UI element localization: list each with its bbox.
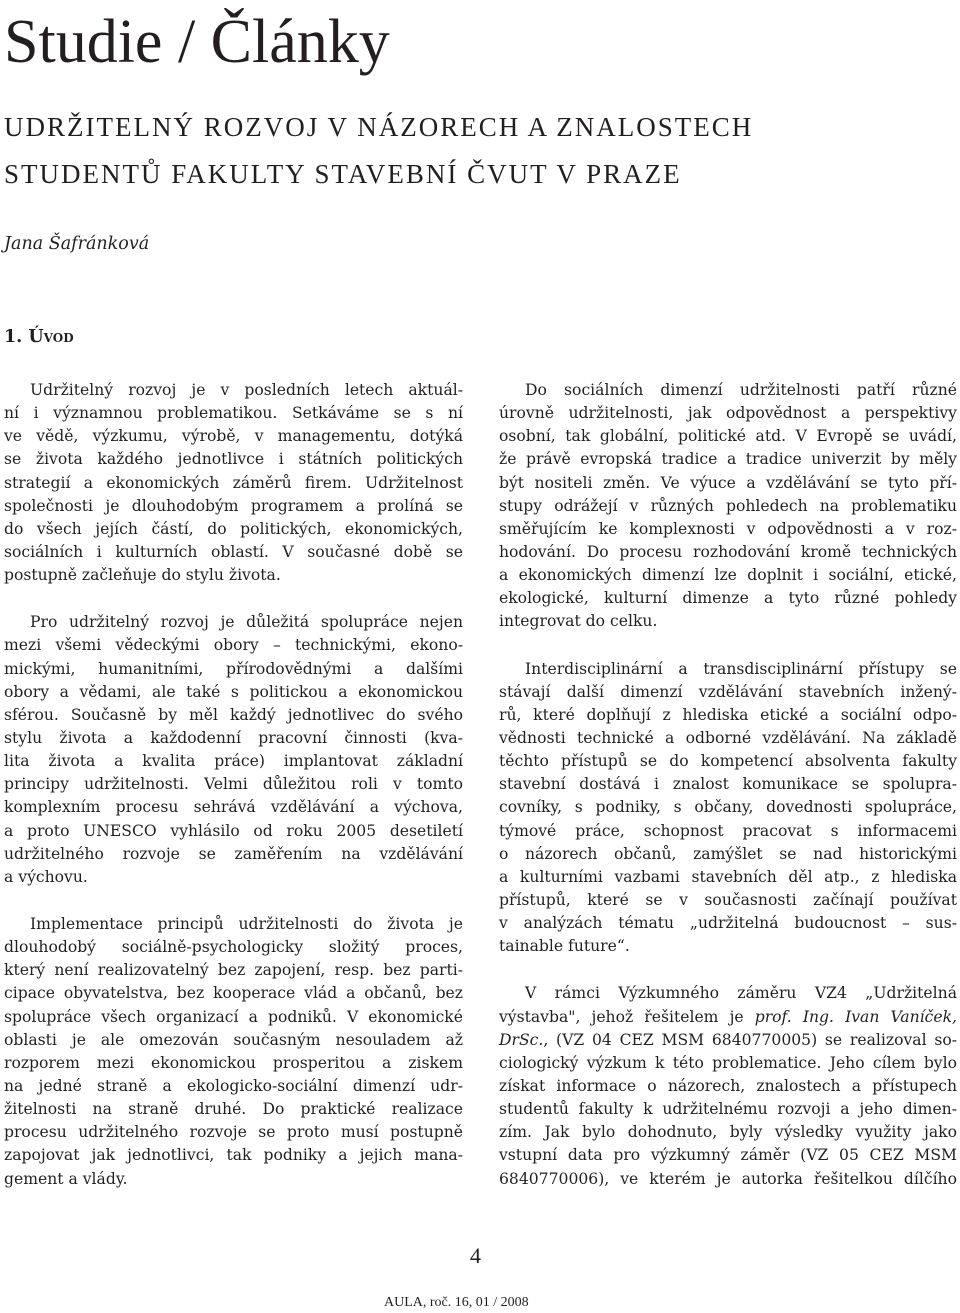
paragraph	[499, 982, 957, 1190]
title-line: UDRŽITELNÝ ROZVOJ V NÁZORECH A ZNALOSTECH	[4, 112, 754, 142]
text-line: a proto UNESCO vyhlásilo od roku 2005 desetiletí	[4, 821, 463, 840]
text-line: tainable future“.	[499, 937, 630, 956]
text-line: integrovat do celku.	[499, 612, 658, 631]
text-line: a výchovu.	[4, 867, 88, 886]
text-line: gement a vlády.	[4, 1169, 128, 1188]
paragraph	[4, 611, 463, 889]
text-line: mickými, humanitními, přírodovědnými a dalšími	[4, 659, 463, 678]
text-line: procesu udržitelného rozvoje se proto musí postupně	[4, 1123, 463, 1142]
text-line: oblasti je ale omezován současným nesouladem až	[4, 1030, 463, 1049]
text-line	[499, 1006, 957, 1029]
text-line: a kulturními vazbami stavebních děl atp., z hlediska	[499, 867, 957, 886]
text-line: mezi všemi vědeckými obory – technickými, ekono-	[4, 636, 463, 655]
text-line: Interdisciplinární a transdisciplinární přístupy se	[525, 659, 957, 678]
page-number: 4	[470, 1243, 481, 1268]
text-line: Pro udržitelný rozvoj je důležitá spolupráce nejen	[30, 613, 463, 632]
text-line: přístupů, které se v současnosti začínají používat	[499, 890, 957, 909]
text-line: získat informace o názorech, znalostech a přístupech	[499, 1076, 957, 1095]
text-line: obory a vědami, ale také s politickou a ekonomickou	[4, 682, 463, 701]
text-line: úrovně udržitelnosti, jak odpovědnost a perspektivy	[499, 404, 957, 423]
text-line: ciologický výzkum k této problematice. Jeho cílem bylo	[499, 1053, 957, 1072]
paragraph	[4, 379, 463, 587]
text-line: a ekonomických dimenzí lze doplnit i sociální, etické,	[499, 566, 957, 585]
text-line: Do sociálních dimenzí udržitelnosti patří různé	[525, 381, 957, 399]
text-line: sociálních i kulturních oblastí. V současné době se	[4, 542, 463, 561]
text-line: komplexním procesu sehrává vzdělávání a výchova,	[4, 798, 463, 817]
section-number: 1.	[4, 327, 29, 347]
text-line: cipace obyvatelstva, bez kooperace vlád a občanů, bez	[4, 984, 463, 1003]
section-heading	[4, 324, 74, 350]
right-column	[499, 379, 957, 1191]
paragraph	[4, 913, 463, 1191]
text-line: rů, které doplňují z hlediska etické a sociální odpo-	[499, 705, 957, 724]
text-line: na jedné straně a ekologicko-sociální dimenzí udr-	[4, 1076, 463, 1095]
text-line: v analýzách tématu „udržitelná budoucnost – sus-	[499, 914, 957, 933]
text-line: covníky, s podniky, s občany, dovednosti spolupráce,	[499, 798, 957, 817]
section-label: Studie / Články	[4, 8, 390, 76]
researcher-degree: DrSc.	[499, 1030, 544, 1049]
text-line: který není realizovatelný bez zapojení, resp. bez parti-	[4, 961, 463, 980]
text-line: zapojovat jak jednotlivci, tak podniky a jejich mana-	[4, 1146, 463, 1165]
text-line: ekologické, kulturní dimenze a tyto různé pohledy	[499, 589, 957, 608]
text-line: udržitelného rozvoje se zaměřením na vzdělávání	[4, 844, 463, 863]
text-line: stávají další dimenzí vzdělávání stavebních inžený-	[499, 682, 957, 701]
journal-footer: AULA, roč. 16, 01 / 2008	[384, 1295, 529, 1310]
article-title	[4, 104, 944, 198]
author-name: Jana Šafránková	[4, 234, 150, 254]
text-run: , (VZ 04 CEZ MSM 6840770005) se realizoval so-	[543, 1030, 957, 1049]
text-line: studentů fakulty k udržitelnému rozvoji a jeho dimen-	[499, 1100, 957, 1119]
text-line: stupy odrážejí v různých pohledech na problematiku	[499, 496, 957, 515]
section-heading-text: Úvod	[28, 327, 74, 347]
text-line: strategií a ekonomických záměrů firem. Udržitelnost	[4, 473, 463, 492]
text-line: žitelnosti na straně druhé. Do praktické realizace	[4, 1100, 463, 1119]
paragraph	[499, 658, 957, 959]
text-line: do všech jejích částí, do politických, ekonomických,	[4, 519, 463, 538]
text-line: Implementace principů udržitelnosti do života je	[30, 914, 463, 933]
text-line: zím. Jak bylo dohodnuto, byly výsledky využity jako	[499, 1123, 957, 1142]
text-line: stylu života a každodenní pracovní činnosti (kva-	[4, 728, 463, 747]
paragraph-continuation	[499, 1052, 957, 1191]
title-line: STUDENTŮ FAKULTY STAVEBNÍ ČVUT V PRAZE	[4, 159, 682, 189]
text-line: spolupráce všech organizací a podniků. V ekonomické	[4, 1007, 463, 1026]
text-line: osobní, tak globální, politické atd. V Evropě se uvádí,	[499, 427, 957, 446]
text-line: ní i významnou problematikou. Setkáváme se s ní	[4, 404, 463, 423]
text-line: být nositeli změn. Ve výuce a vzdělávání se tyto pří-	[499, 473, 957, 492]
text-run: výstavba", jehož řešitelem je	[499, 1007, 755, 1026]
text-line: se života každého jednotlivce i státních politických	[4, 450, 463, 469]
text-line: o názorech občanů, zamýšlet se nad historickými	[499, 844, 957, 863]
text-line: vědnosti technické a odborné vzdělávání. Na základě	[499, 728, 957, 747]
text-line: vstupní data pro výzkumný záměr (VZ 05 CEZ MSM	[499, 1146, 957, 1165]
researcher-name: prof. Ing. Ivan Vaníček,	[754, 1007, 957, 1026]
text-line: dlouhodobý sociálně-psychologicky složitý proces,	[4, 938, 463, 957]
text-line: sférou. Současně by měl každý jednotlivec do svého	[4, 705, 463, 724]
left-column	[4, 379, 463, 1191]
text-line: hodování. Do procesu rozhodování kromě technických	[499, 542, 957, 561]
text-line	[499, 1029, 957, 1052]
text-line: rozporem mezi ekonomickou prosperitou a ziskem	[4, 1053, 463, 1072]
text-line: principy udržitelnosti. Velmi důležitou roli v tomto	[4, 775, 463, 794]
text-line: postupně začleňuje do stylu života.	[4, 566, 281, 585]
text-line: týmové práce, schopnost pracovat s informacemi	[499, 821, 957, 840]
text-line: ve vědě, výzkumu, výrobě, v managementu, dotýká	[4, 427, 463, 446]
text-line: směřujícím ke komplexnosti v odpovědnosti a v roz-	[499, 519, 957, 538]
paragraph	[499, 379, 957, 634]
text-line: 6840770006), ve kterém je autorka řešitelkou dílčího	[499, 1169, 957, 1188]
text-line: že právě evropská tradice a tradice univerzit by měly	[499, 450, 957, 469]
text-line: těchto přístupů se do kompetencí absolventa fakulty	[499, 752, 957, 771]
text-line: Udržitelný rozvoj je v posledních letech aktuál-	[30, 381, 463, 399]
text-line: stavební dostává i znalost komunikace se spolupra-	[499, 775, 957, 794]
text-line: V rámci Výzkumného záměru VZ4 „Udržitelná	[525, 984, 957, 1003]
text-line: lita života a kvalita práce) implantovat základní	[4, 752, 463, 771]
text-line: společnosti je dlouhodobým programem a prolíná se	[4, 496, 463, 515]
